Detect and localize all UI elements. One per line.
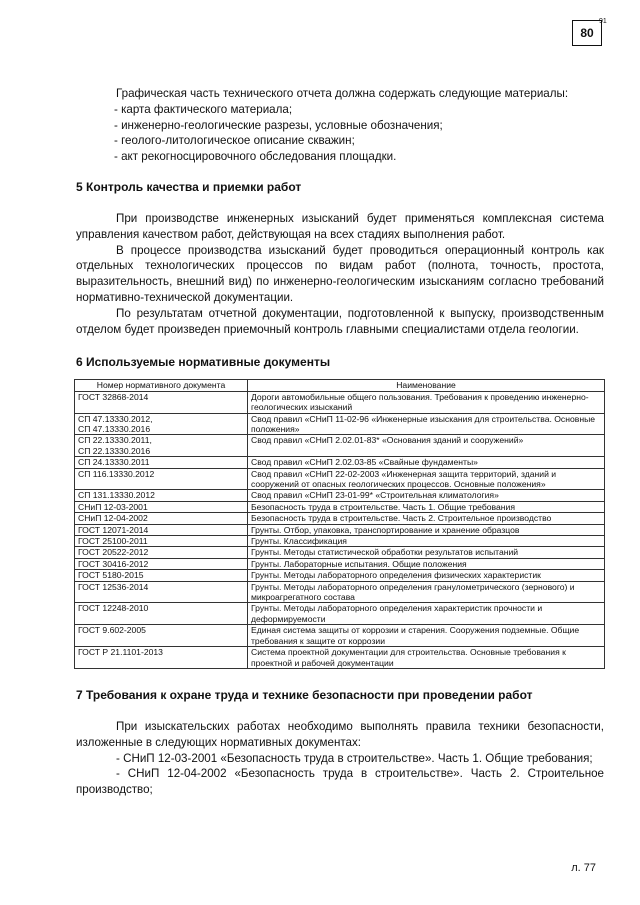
document-name-cell: Грунты. Лабораторные испытания. Общие положения	[248, 558, 605, 569]
document-code-cell: ГОСТ 12536-2014	[75, 581, 248, 603]
section5-paragraph: При производстве инженерных изысканий будет применяться комплексная система управления качеством работ, действующая на всех стадиях выполнения работ.	[76, 211, 604, 241]
document-code-cell: ГОСТ Р 21.1101-2013	[75, 647, 248, 669]
list-item: - СНиП 12-04-2002 «Безопасность труда в строительстве». Часть 2. Строительное производство;	[76, 767, 604, 797]
document-name-cell: Грунты. Методы лабораторного определения гранулометрического (зернового) и микроагрегатного состава	[248, 581, 605, 603]
table-row	[75, 570, 605, 581]
document-code-cell: СП 47.13330.2012, СП 47.13330.2016	[75, 413, 248, 435]
section7-body	[76, 719, 604, 798]
column-header-name: Наименование	[248, 380, 605, 391]
table-row	[75, 468, 605, 490]
page-number: 80	[580, 26, 594, 40]
document-code-cell: ГОСТ 9.602-2005	[75, 625, 248, 647]
document-code-cell: ГОСТ 25100-2011	[75, 536, 248, 547]
page-number-small: 91	[599, 18, 607, 25]
document-code-cell: СНиП 12-03-2001	[75, 501, 248, 512]
document-name-cell: Грунты. Классификация	[248, 536, 605, 547]
column-header-code: Номер нормативного документа	[75, 380, 248, 391]
document-name-cell: Безопасность труда в строительстве. Часть 2. Строительное производство	[248, 513, 605, 524]
section5-body	[76, 211, 604, 337]
page-number-box	[572, 20, 602, 46]
table-row	[75, 625, 605, 647]
document-name-cell: Грунты. Методы лабораторного определения характеристик прочности и деформируемости	[248, 603, 605, 625]
intro-list	[76, 102, 604, 165]
document-code-cell: ГОСТ 12071-2014	[75, 524, 248, 535]
list-item: - карта фактического материала;	[114, 102, 293, 116]
norms-table	[74, 379, 605, 669]
table-row	[75, 536, 605, 547]
table-row	[75, 501, 605, 512]
table-row	[75, 558, 605, 569]
document-name-cell: Система проектной документации для строительства. Основные требования к проектной и рабочей документации	[248, 647, 605, 669]
document-code-cell: ГОСТ 12248-2010	[75, 603, 248, 625]
document-name-cell: Единая система защиты от коррозии и старения. Сооружения подземные. Общие требования к защите от коррозии	[248, 625, 605, 647]
document-name-cell: Свод правил «СНиП 2.02.03-85 «Свайные фундаменты»	[248, 457, 605, 468]
table-row	[75, 457, 605, 468]
document-code-cell: СП 22.13330.2011, СП 22.13330.2016	[75, 435, 248, 457]
document-name-cell: Свод правил «СНиП 11-02-96 «Инженерные изыскания для строительства. Основные положения»	[248, 413, 605, 435]
document-name-cell: Грунты. Методы статистической обработки результатов испытаний	[248, 547, 605, 558]
table-row	[75, 391, 605, 413]
list-item: - акт рекогносцировочного обследования площадки.	[114, 150, 397, 164]
document-code-cell: СНиП 12-04-2002	[75, 513, 248, 524]
document-name-cell: Свод правил «СНиП 22-02-2003 «Инженерная защита территорий, зданий и сооружений от опасных геологических процессов. Основные положения»	[248, 468, 605, 490]
document-code-cell: СП 24.13330.2011	[75, 457, 248, 468]
document-name-cell: Свод правил «СНиП 2.02.01-83* «Основания зданий и сооружений»	[248, 435, 605, 457]
document-name-cell: Свод правил «СНиП 23-01-99* «Строительная климатология»	[248, 490, 605, 501]
table-header-row	[75, 380, 605, 391]
section5-paragraph: По результатам отчетной документации, подготовленной к выпуску, производственным отделом будет произведен приемочный контроль главными специалистами отдела геологии.	[76, 306, 604, 336]
list-item: - СНиП 12-03-2001 «Безопасность труда в строительстве». Часть 1. Общие требования;	[116, 751, 593, 765]
list-item: - геолого-литологическое описание скважин;	[114, 134, 355, 148]
document-name-cell: Безопасность труда в строительстве. Часть 1. Общие требования	[248, 501, 605, 512]
norms-table-body	[75, 391, 605, 668]
document-code-cell: ГОСТ 5180-2015	[75, 570, 248, 581]
table-row	[75, 524, 605, 535]
section7-paragraph: При изыскательских работах необходимо выполнять правила техники безопасности, изложенные в следующих нормативных документах:	[76, 719, 604, 749]
list-item: - инженерно-геологические разрезы, условные обозначения;	[114, 118, 443, 132]
table-row	[75, 490, 605, 501]
table-row	[75, 513, 605, 524]
table-row	[75, 547, 605, 558]
document-code-cell: СП 131.13330.2012	[75, 490, 248, 501]
table-row	[75, 581, 605, 603]
section5-paragraph: В процессе производства изысканий будет проводиться операционный контроль как отдельных технологических процессов по видам работ (полнота, точность, простота, выразительность, внешний вид) по инженерно-геологическим изысканиям согласно требований нормативно-технической документации.	[76, 243, 604, 304]
sheet-number: л. 77	[571, 862, 596, 874]
table-row	[75, 603, 605, 625]
document-body	[76, 86, 604, 798]
table-row	[75, 435, 605, 457]
document-code-cell: ГОСТ 20522-2012	[75, 547, 248, 558]
section5-heading: 5 Контроль качества и приемки работ	[76, 179, 302, 194]
section6-heading: 6 Используемые нормативные документы	[76, 355, 331, 370]
table-row	[75, 647, 605, 669]
document-code-cell: ГОСТ 30416-2012	[75, 558, 248, 569]
section7-heading: 7 Требования к охране труда и технике безопасности при проведении работ	[76, 687, 533, 702]
document-name-cell: Дороги автомобильные общего пользования. Требования к проведению инженерно-геологических изысканий	[248, 391, 605, 413]
document-name-cell: Грунты. Методы лабораторного определения физических характеристик	[248, 570, 605, 581]
document-name-cell: Грунты. Отбор, упаковка, транспортирование и хранение образцов	[248, 524, 605, 535]
document-code-cell: ГОСТ 32868-2014	[75, 391, 248, 413]
intro-paragraph: Графическая часть технического отчета должна содержать следующие материалы:	[116, 87, 569, 100]
table-row	[75, 413, 605, 435]
document-code-cell: СП 116.13330.2012	[75, 468, 248, 490]
